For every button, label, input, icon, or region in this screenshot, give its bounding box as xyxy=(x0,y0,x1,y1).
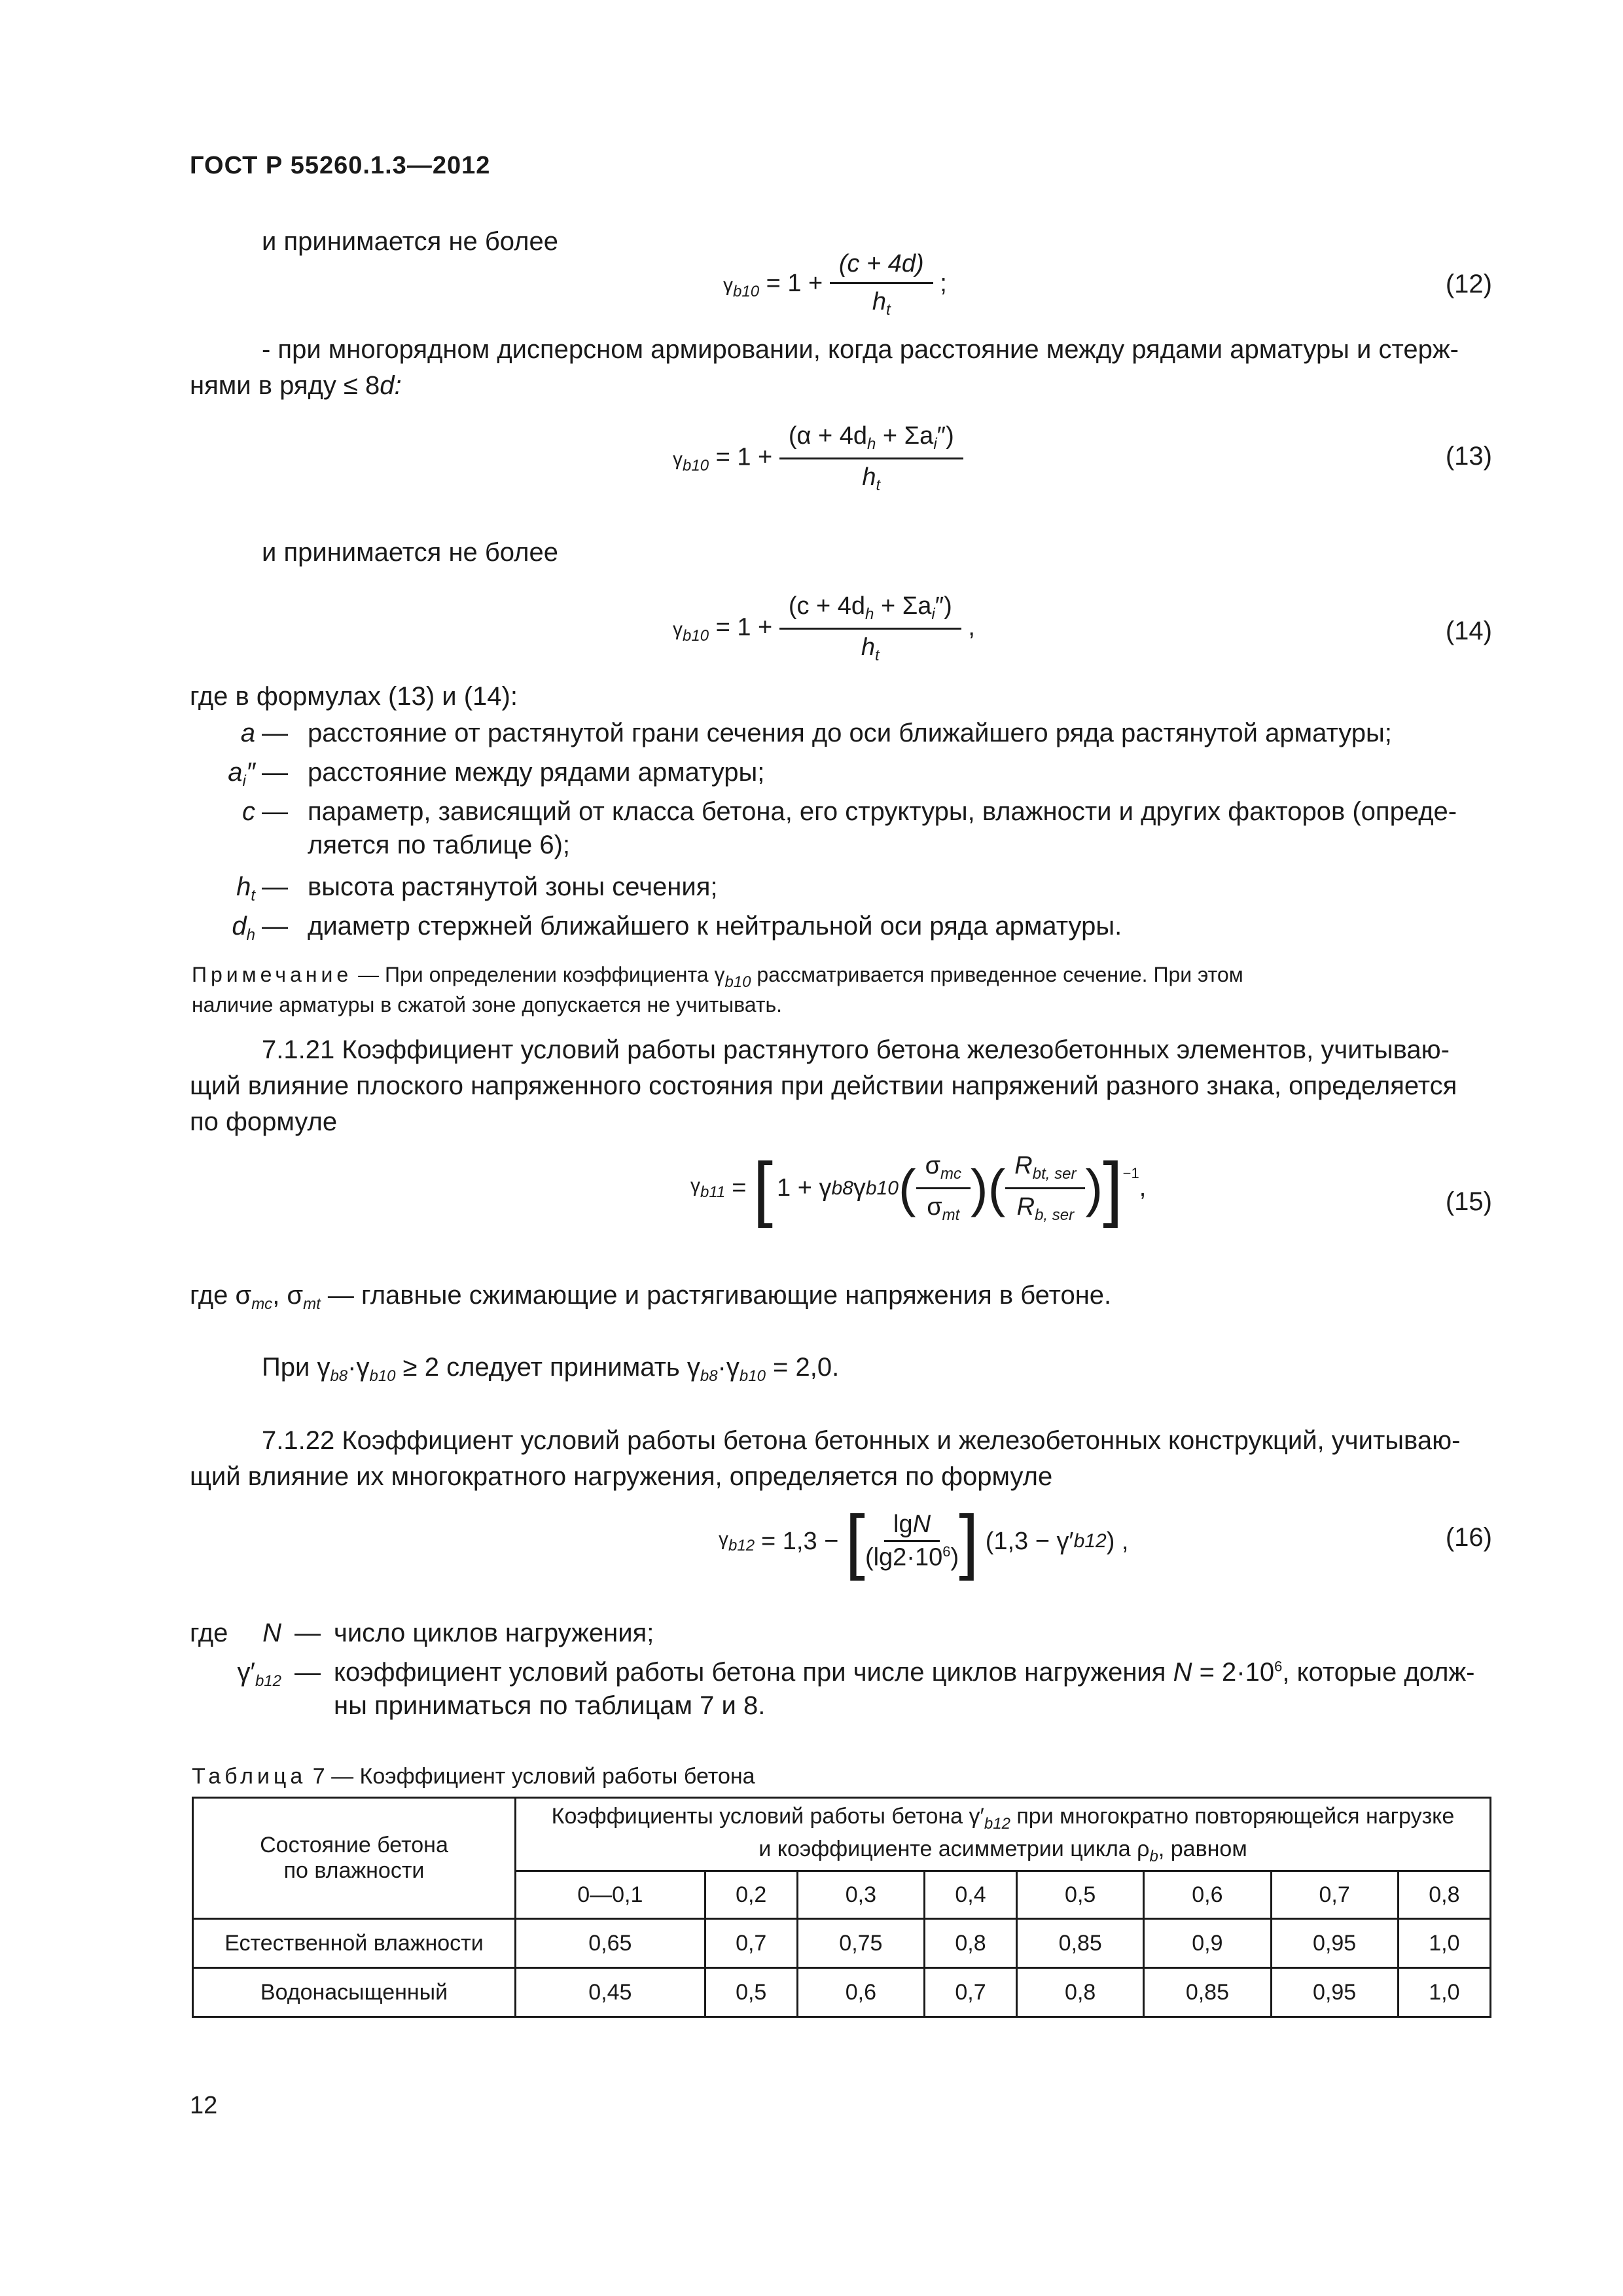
table-cell: 0,6 xyxy=(797,1968,924,2017)
table-cell: 0,7 xyxy=(705,1919,797,1968)
table-cell: 0,75 xyxy=(797,1919,924,1968)
dash: — xyxy=(262,797,288,826)
definition-text: коэффициент условий работы бетона при числе циклов нагружения $N = 2\cdot 10^6$, которые долж- ны приниматься по таблицам 7 и 8. xyxy=(334,1658,1475,1721)
text-line: щий влияние плоского напряженного состояния при действии напряжений разного знака, определяется xyxy=(190,1071,1457,1100)
table-row-label: Естественной влажности xyxy=(193,1919,516,1968)
definition-row xyxy=(151,870,1492,910)
symbol: $\gamma'_{b12}$ xyxy=(237,1658,281,1690)
text-line: щий влияние их многократного нагружения, определяется по формуле xyxy=(190,1462,1053,1491)
table-caption: Таблица 7 — Коэффициент условий работы бетона xyxy=(192,1764,755,1789)
definition-row xyxy=(190,1656,1492,1728)
table-column-header: 0,5 xyxy=(1017,1871,1144,1919)
table-row xyxy=(193,1968,1491,2017)
section-7-1-22: 7.1.22 Коэффициент условий работы бетона бетонных и железобетонных конструкций, учитываю- xyxy=(262,1426,1461,1455)
text-line: где в формулах (13) и (14): xyxy=(190,682,518,711)
symbol: $a_i''$ xyxy=(228,758,255,790)
table-7 xyxy=(192,1797,1491,2018)
text-line: - при многорядном дисперсном армировании, когда расстояние между рядами арматуры и стерж- xyxy=(262,335,1459,364)
definition-row xyxy=(151,717,1492,756)
section-7-1-21: 7.1.21 Коэффициент условий работы растянутого бетона железобетонных элементов, учитываю- xyxy=(262,1035,1450,1064)
table-cell: 0,8 xyxy=(924,1919,1016,1968)
equation-12: $\gamma_{b10} = 1$ + $\frac{(c + 4d)}{h_t}$ ; xyxy=(723,250,947,319)
table-cell: 0,95 xyxy=(1271,1968,1398,2017)
equation-number: (12) xyxy=(1445,270,1492,298)
definition-row xyxy=(151,756,1492,795)
table-cell: 0,9 xyxy=(1144,1919,1271,1968)
table-cell: 0,5 xyxy=(705,1968,797,2017)
text-line: по формуле xyxy=(190,1107,338,1136)
definition-row xyxy=(190,1617,1492,1656)
text-line: При $\gamma_{b8}\cdot\gamma_{b10} \ge 2$ следует принимать $\gamma_{b8}\cdot\gamma_{b10} = 2,0$. xyxy=(262,1353,840,1385)
equation-13: $\gamma_{b10} = 1$ + $\frac{(\alpha + 4d_h + \Sigma a_i'')}{h_t}$ xyxy=(673,422,963,495)
where-word: где xyxy=(190,1619,228,1647)
definition-text: параметр, зависящий от класса бетона, его структуры, влажности и других факторов (опреде- ляется по таблице 6); xyxy=(308,797,1457,860)
equation-number: (13) xyxy=(1445,442,1492,471)
table-cell: 0,45 xyxy=(516,1968,705,2017)
table-cell: 1,0 xyxy=(1398,1919,1490,1968)
dash: — xyxy=(262,758,288,787)
table-header-row xyxy=(193,1798,1491,1871)
table-header-cell: Коэффициенты условий работы бетона $\gamma'_{b12}$ при многократно повторяющейся нагрузке и коэффициенте асимметрии цикла $\rho_b$, равном xyxy=(516,1798,1491,1871)
symbol: N xyxy=(262,1619,281,1647)
page-number: 12 xyxy=(190,2092,218,2119)
document-code: ГОСТ Р 55260.1.3—2012 xyxy=(190,152,491,179)
symbol: $h_t$ xyxy=(236,872,255,905)
definition-row xyxy=(151,910,1492,949)
dash: — xyxy=(294,1658,321,1687)
definition-text: расстояние от растянутой грани сечения до оси ближайшего ряда растянутой арматуры; xyxy=(308,719,1392,747)
dash: — xyxy=(262,912,288,941)
table-header-cell: Состояние бетона по влажности xyxy=(193,1798,516,1919)
text-line: и принимается не более xyxy=(262,227,559,256)
note: Примечание — При определении коэффициента $\gamma_{b10}$ рассматривается приведенное сечение. При этом наличие арматуры в сжатой зоне допускается не учитывать. xyxy=(192,963,1243,1016)
table-column-header: 0—0,1 xyxy=(516,1871,705,1919)
definition-row xyxy=(151,795,1492,867)
equation-14: $\gamma_{b10} = 1$ + $\frac{(c + 4d_h + \Sigma a_i'')}{h_t}$ , xyxy=(673,592,975,664)
table-cell: 0,7 xyxy=(924,1968,1016,2017)
symbol: a xyxy=(240,719,255,747)
text-line: нями в ряду ≤ 8d: xyxy=(190,371,402,400)
table-column-header: 0,2 xyxy=(705,1871,797,1919)
text-line: где $\sigma_{mc}$, $\sigma_{mt}$ — главные сжимающие и растягивающие напряжения в бетоне. xyxy=(190,1281,1112,1313)
definition-text: диаметр стержней ближайшего к нейтральной оси ряда арматуры. xyxy=(308,912,1122,941)
table-cell: 0,85 xyxy=(1144,1968,1271,2017)
definition-text: число циклов нагружения; xyxy=(334,1619,654,1647)
table-row-label: Водонасыщенный xyxy=(193,1968,516,2017)
table-column-header: 0,7 xyxy=(1271,1871,1398,1919)
table-column-header: 0,3 xyxy=(797,1871,924,1919)
equation-number: (15) xyxy=(1445,1187,1492,1216)
table-cell: 0,65 xyxy=(516,1919,705,1968)
equation-16: $\gamma_{b12}$ = 1,3 − [ $\frac{\lg N}{(\lg 2\cdot 10^6)}$ ] (1,3 − γ′ b12 ) , xyxy=(719,1501,1129,1581)
table-cell: 0,95 xyxy=(1271,1919,1398,1968)
symbol: $d_h$ xyxy=(232,912,255,944)
text-line: и принимается не более xyxy=(262,538,559,567)
definition-text: расстояние между рядами арматуры; xyxy=(308,758,765,787)
definition-text: высота растянутой зоны сечения; xyxy=(308,872,718,901)
dash: — xyxy=(294,1619,321,1647)
equation-number: (16) xyxy=(1445,1523,1492,1552)
table-cell: 0,85 xyxy=(1017,1919,1144,1968)
dash: — xyxy=(262,872,288,901)
symbol: c xyxy=(242,797,255,826)
table-column-header: 0,4 xyxy=(924,1871,1016,1919)
table-row xyxy=(193,1919,1491,1968)
equation-15: $\gamma_{b11}$ = [ 1 + γ b8 γ b10 ( $\frac{\sigma_{mc}}{\sigma_{mt}}$ ) ( $\frac{R_{bt, ser}}{R_{b, ser}}$ ) ] $^{-1}$ , xyxy=(690,1147,1147,1229)
dash: — xyxy=(262,719,288,747)
equation-number: (14) xyxy=(1445,617,1492,645)
table-column-header: 0,8 xyxy=(1398,1871,1490,1919)
table-cell: 0,8 xyxy=(1017,1968,1144,2017)
table-column-header: 0,6 xyxy=(1144,1871,1271,1919)
table-cell: 1,0 xyxy=(1398,1968,1490,2017)
